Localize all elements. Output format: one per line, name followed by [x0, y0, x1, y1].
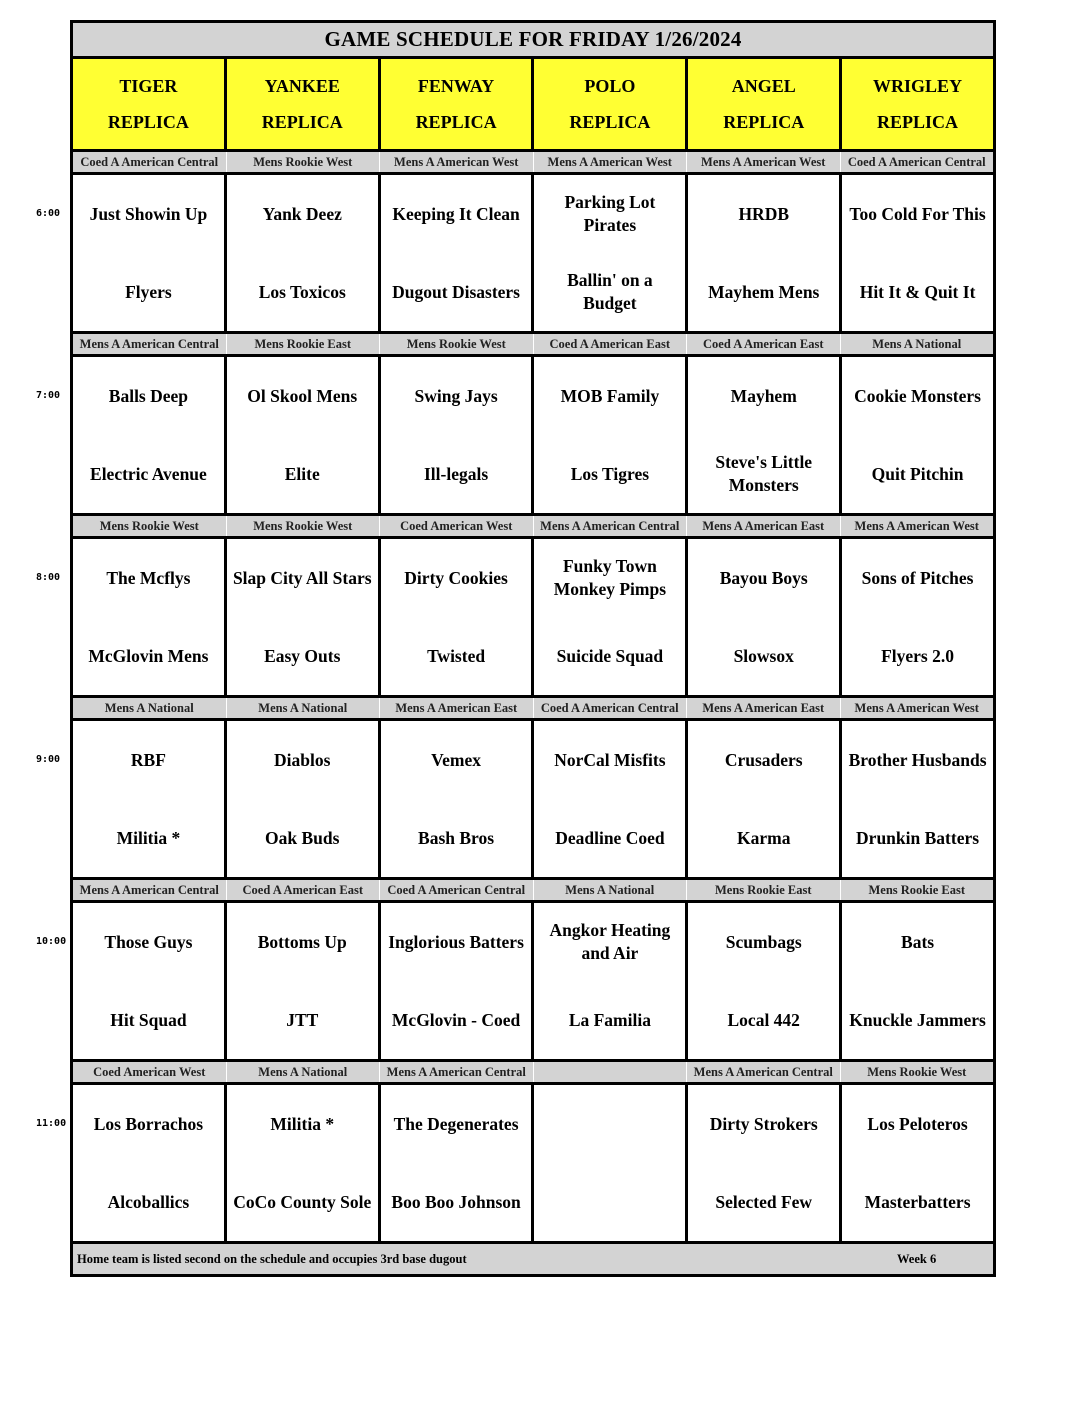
home-team: Militia *: [116, 827, 181, 848]
time-label: 10:00: [36, 936, 67, 947]
home-team: Easy Outs: [264, 645, 341, 666]
time-slot-block: [73, 1062, 993, 1244]
time-slot-block: [73, 152, 993, 334]
home-team: McGlovin - Coed: [391, 1009, 521, 1030]
game-cell: [842, 721, 993, 877]
away-team: The Degenerates: [393, 1113, 519, 1134]
division-label: Coed A American Central: [847, 154, 986, 169]
field-subtitle: REPLICA: [415, 112, 497, 132]
division-label: Mens A American Central: [73, 334, 227, 354]
division-label: Coed American West: [380, 516, 534, 536]
away-team: Bayou Boys: [719, 567, 808, 588]
division-label: Mens A American Central: [73, 880, 227, 900]
away-team: NorCal Misfits: [554, 749, 666, 770]
division-label: Mens A National: [534, 880, 688, 900]
away-team: Sons of Pitches: [861, 567, 974, 588]
field-header-fenway: [381, 59, 535, 149]
division-label: Mens Rookie East: [687, 880, 841, 900]
division-label: Mens A National: [73, 698, 227, 718]
division-label: Mens A American West: [854, 700, 979, 715]
away-team: Slap City All Stars: [232, 567, 372, 588]
game-cell: [227, 175, 381, 331]
time-slot-block: [73, 516, 993, 698]
game-cell: [73, 539, 227, 695]
home-team: Los Tigres: [570, 463, 650, 484]
away-team: Los Borrachos: [93, 1113, 204, 1134]
away-team: Dirty Cookies: [404, 567, 508, 588]
field-name: TIGER: [119, 76, 178, 96]
home-team: Flyers: [125, 281, 172, 302]
away-team: Inglorious Batters: [388, 931, 524, 952]
field-subtitle: REPLICA: [261, 112, 343, 132]
game-cell: [534, 1085, 688, 1241]
division-row: [73, 152, 993, 175]
division-label: Coed A American Central: [380, 880, 534, 900]
division-label: Mens A American West: [854, 518, 979, 533]
home-team: Dugout Disasters: [392, 281, 520, 302]
time-label: 8:00: [36, 572, 61, 583]
game-cell: [227, 721, 381, 877]
game-cell: [842, 539, 993, 695]
field-subtitle: REPLICA: [723, 112, 805, 132]
game-cell: [688, 903, 842, 1059]
division-row: [73, 698, 993, 721]
field-name: POLO: [584, 76, 636, 96]
division-label: Mens Rookie West: [227, 516, 381, 536]
division-label: Coed A American East: [227, 880, 381, 900]
game-row: [73, 721, 993, 877]
home-team: CoCo County Sole: [233, 1191, 372, 1212]
game-cell: [381, 1085, 535, 1241]
division-label: Mens Rookie West: [73, 516, 227, 536]
away-team: Keeping It Clean: [392, 203, 520, 224]
home-team: JTT: [286, 1009, 319, 1030]
home-team: Quit Pitchin: [871, 463, 964, 484]
home-team: Bash Bros: [418, 827, 495, 848]
away-team: Bottoms Up: [257, 931, 347, 952]
away-team: Angkor Heating and Air: [549, 920, 671, 963]
division-label: Mens Rookie West: [380, 334, 534, 354]
home-team: Twisted: [427, 645, 486, 666]
game-cell: [381, 175, 535, 331]
time-label: 11:00: [36, 1118, 67, 1129]
home-team: Ballin' on a Budget: [567, 270, 653, 313]
home-team: Hit Squad: [110, 1009, 187, 1030]
schedule-sheet: [70, 20, 996, 1277]
game-cell: [381, 721, 535, 877]
home-team: Knuckle Jammers: [849, 1009, 986, 1030]
away-team: Balls Deep: [108, 385, 189, 406]
game-row: [73, 539, 993, 695]
away-team: Cookie Monsters: [854, 385, 981, 406]
field-subtitle: REPLICA: [107, 112, 189, 132]
division-label: Mens A American Central: [534, 516, 688, 536]
division-label: Mens A American East: [380, 698, 534, 718]
home-team: McGlovin Mens: [88, 645, 209, 666]
away-team: Vemex: [431, 749, 482, 770]
time-label: 9:00: [36, 754, 61, 765]
home-team: Selected Few: [715, 1191, 813, 1212]
division-label: Coed A American Central: [73, 152, 227, 172]
game-cell: [534, 357, 688, 513]
game-cell: [73, 1085, 227, 1241]
game-cell: [227, 357, 381, 513]
division-label: Mens A American West: [380, 152, 534, 172]
division-label: Mens A American West: [534, 152, 688, 172]
away-team: Militia *: [270, 1113, 335, 1134]
division-label: Mens Rookie West: [227, 152, 381, 172]
field-name: WRIGLEY: [873, 76, 963, 96]
time-label: 6:00: [36, 208, 61, 219]
away-team: Just Showin Up: [89, 203, 208, 224]
time-slot-block: [73, 334, 993, 516]
game-cell: [688, 175, 842, 331]
game-cell: [688, 539, 842, 695]
home-team: Deadline Coed: [555, 827, 665, 848]
division-label: Mens A National: [872, 336, 962, 351]
game-cell: [73, 175, 227, 331]
home-team: Local 442: [727, 1009, 800, 1030]
game-row: [73, 903, 993, 1059]
game-cell: [534, 175, 688, 331]
footer-note: Home team is listed second on the schedule and occupies 3rd base dugout: [77, 1252, 467, 1266]
time-slots: [73, 152, 993, 1244]
field-name: YANKEE: [264, 76, 340, 96]
time-label: 7:00: [36, 390, 61, 401]
game-cell: [227, 903, 381, 1059]
home-team: Karma: [736, 827, 791, 848]
away-team: Brother Husbands: [848, 749, 987, 770]
home-team: Ill-legals: [423, 463, 489, 484]
division-row: [73, 880, 993, 903]
away-team: Bats: [901, 931, 935, 952]
game-cell: [381, 539, 535, 695]
field-subtitle: REPLICA: [569, 112, 651, 132]
game-cell: [227, 539, 381, 695]
home-team: La Familia: [568, 1009, 651, 1030]
game-cell: [842, 1085, 993, 1241]
home-team: Electric Avenue: [90, 463, 207, 484]
game-row: [73, 357, 993, 513]
field-header-wrigley: [842, 59, 993, 149]
division-row: [73, 516, 993, 539]
home-team: Hit It & Quit It: [859, 281, 976, 302]
home-team: [534, 1163, 685, 1241]
home-team: Alcoballics: [107, 1191, 190, 1212]
division-label: Coed A American East: [687, 334, 841, 354]
away-team: HRDB: [738, 203, 789, 224]
home-team: Los Toxicos: [258, 281, 346, 302]
away-team: Los Peloteros: [867, 1113, 968, 1134]
game-cell: [534, 539, 688, 695]
game-cell: [73, 357, 227, 513]
game-cell: [534, 903, 688, 1059]
game-cell: [227, 1085, 381, 1241]
division-label: Mens A American West: [687, 152, 841, 172]
week-label: Week 6: [897, 1252, 937, 1266]
time-slot-block: [73, 880, 993, 1062]
away-team: Swing Jays: [414, 385, 498, 406]
game-cell: [381, 903, 535, 1059]
away-team: Scumbags: [725, 931, 802, 952]
field-header-polo: [534, 59, 688, 149]
away-team: [534, 1085, 685, 1163]
division-label: Mens A American Central: [380, 1062, 534, 1082]
away-team: Mayhem: [730, 385, 797, 406]
game-row: [73, 175, 993, 331]
home-team: Mayhem Mens: [708, 281, 820, 302]
division-row: [73, 1062, 993, 1085]
away-team: Crusaders: [724, 749, 803, 770]
division-label: Mens Rookie East: [227, 334, 381, 354]
field-name: ANGEL: [731, 76, 796, 96]
field-subtitle: REPLICA: [877, 112, 959, 132]
division-row: [73, 334, 993, 357]
division-label: Mens A National: [227, 1062, 381, 1082]
field-header-yankee: [227, 59, 381, 149]
division-label: Mens A American Central: [687, 1062, 841, 1082]
game-cell: [688, 357, 842, 513]
division-label: Mens A American East: [687, 516, 841, 536]
game-row: [73, 1085, 993, 1241]
division-label: Coed American West: [73, 1062, 227, 1082]
division-label: Mens A National: [227, 698, 381, 718]
away-team: Funky Town Monkey Pimps: [553, 556, 667, 599]
home-team: Slowsox: [733, 645, 794, 666]
game-cell: [73, 903, 227, 1059]
field-name: FENWAY: [417, 76, 495, 96]
away-team: Dirty Strokers: [709, 1113, 818, 1134]
schedule-title: GAME SCHEDULE FOR FRIDAY 1/26/2024: [73, 23, 993, 59]
home-team: Suicide Squad: [556, 645, 664, 666]
field-header-angel: [688, 59, 842, 149]
game-cell: [534, 721, 688, 877]
time-slot-block: [73, 698, 993, 880]
field-header-tiger: [73, 59, 227, 149]
division-label: Mens Rookie West: [867, 1064, 967, 1079]
game-cell: [842, 175, 993, 331]
away-team: Parking Lot Pirates: [564, 192, 656, 235]
division-label: Mens Rookie East: [868, 882, 966, 897]
away-team: Those Guys: [104, 931, 193, 952]
division-label: Coed A American Central: [534, 698, 688, 718]
game-cell: [842, 357, 993, 513]
division-label: Coed A American East: [534, 334, 688, 354]
game-cell: [688, 1085, 842, 1241]
game-cell: [688, 721, 842, 877]
home-team: Steve's Little Monsters: [715, 452, 813, 495]
away-team: Too Cold For This: [849, 203, 986, 224]
game-cell: [73, 721, 227, 877]
away-team: Diablos: [274, 749, 331, 770]
away-team: Ol Skool Mens: [247, 385, 358, 406]
home-team: Boo Boo Johnson: [391, 1191, 521, 1212]
home-team: Masterbatters: [864, 1191, 971, 1212]
game-cell: [842, 903, 993, 1059]
game-cell: [381, 357, 535, 513]
away-team: The Mcflys: [106, 567, 191, 588]
away-team: Yank Deez: [262, 203, 342, 224]
schedule-footer: [73, 1244, 993, 1274]
home-team: Flyers 2.0: [881, 645, 954, 666]
field-header-row: [73, 59, 993, 152]
division-label: Mens A American East: [687, 698, 841, 718]
division-label: [534, 1062, 688, 1082]
home-team: Drunkin Batters: [856, 827, 980, 848]
home-team: Oak Buds: [265, 827, 340, 848]
away-team: RBF: [130, 749, 166, 770]
home-team: Elite: [284, 463, 320, 484]
away-team: MOB Family: [560, 385, 660, 406]
